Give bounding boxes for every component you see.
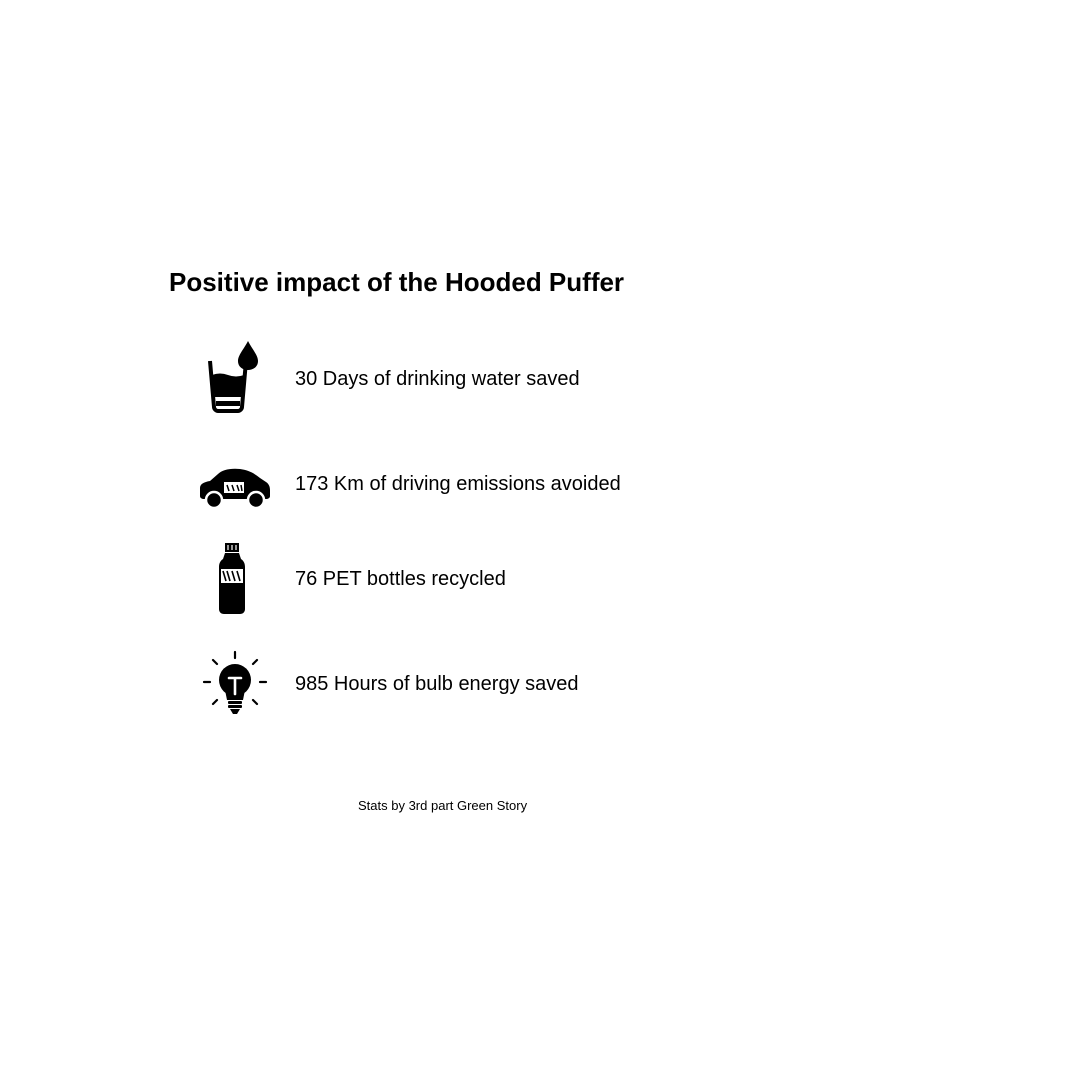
source-footnote: Stats by 3rd part Green Story: [358, 798, 528, 813]
stat-text: 173 Km of driving emissions avoided: [295, 473, 621, 495]
stat-item-lightbulb: [190, 644, 790, 724]
page-title: Positive impact of the Hooded Puffer: [169, 267, 625, 297]
stat-item-car: [190, 444, 790, 524]
car-icon: [190, 444, 280, 524]
stat-text: 76 PET bottles recycled: [295, 568, 506, 590]
stat-text: 30 Days of drinking water saved: [295, 368, 580, 390]
lightbulb-icon: [190, 644, 280, 724]
stat-item-water: [190, 339, 790, 419]
stat-text: 985 Hours of bulb energy saved: [295, 673, 579, 695]
bottle-icon: [190, 539, 280, 619]
stat-item-bottle: [190, 539, 790, 619]
water-glass-icon: [190, 339, 280, 419]
